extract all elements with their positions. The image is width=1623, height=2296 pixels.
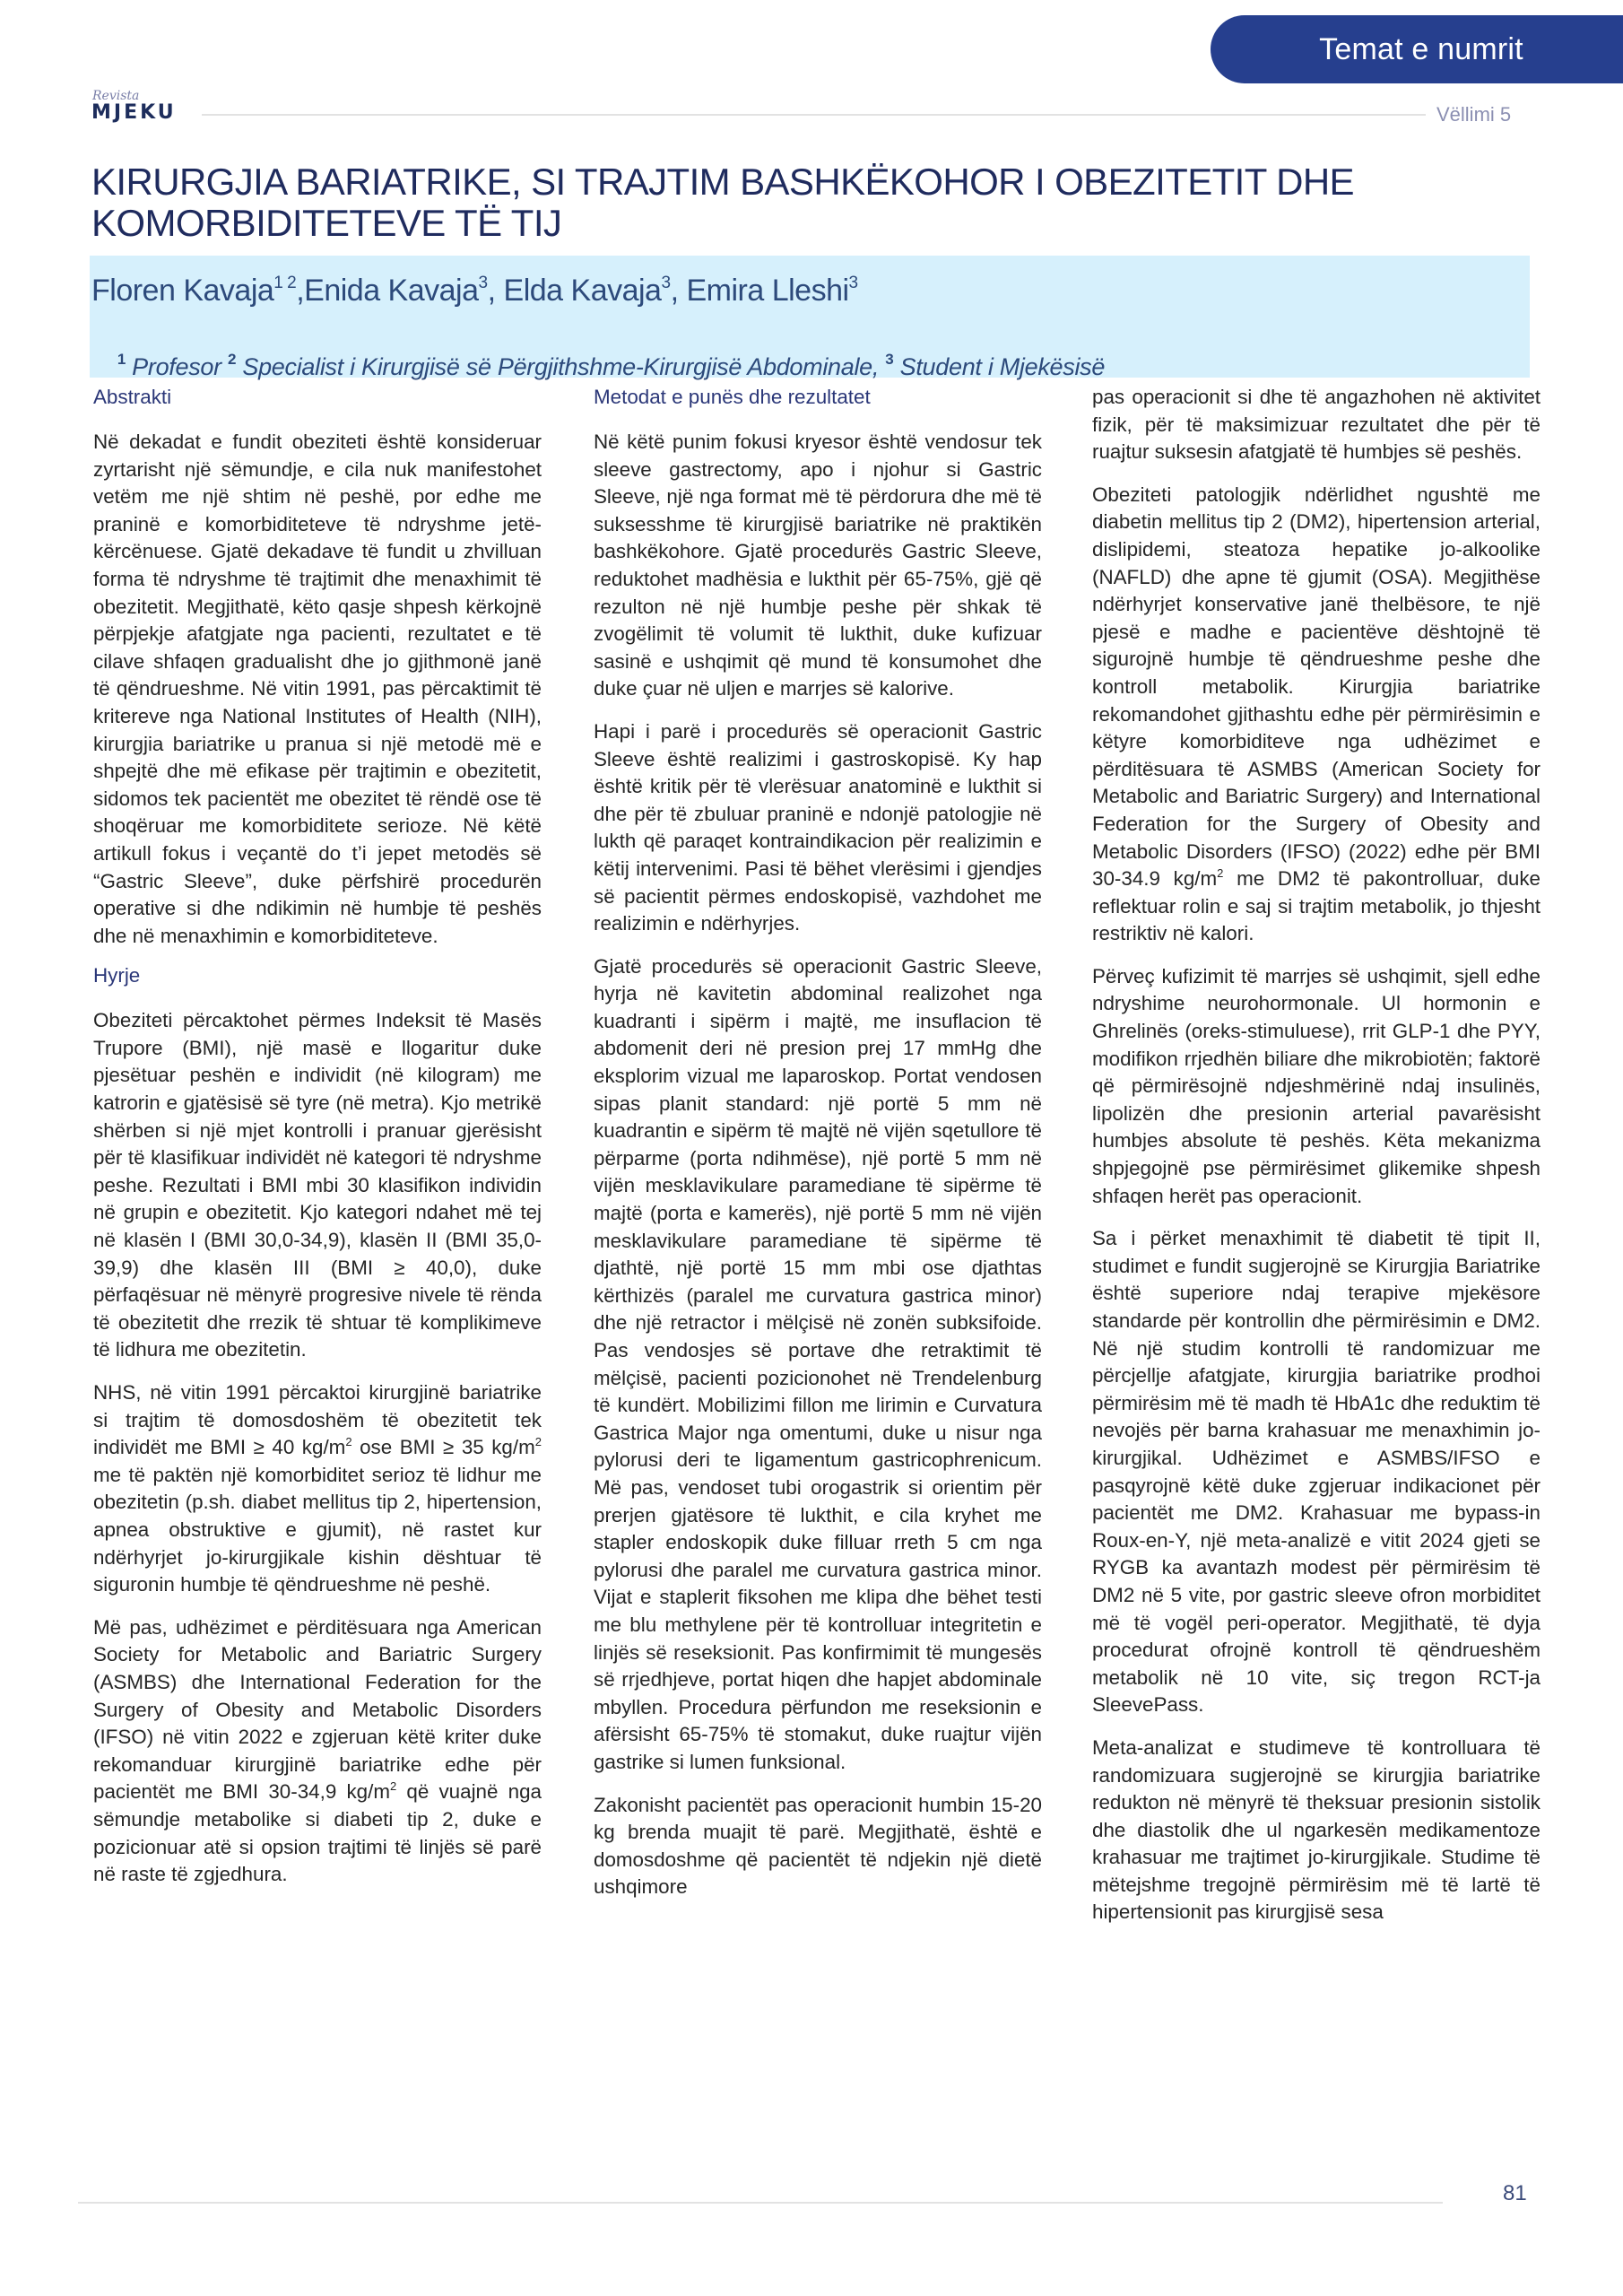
heading-methods: Metodat e punës dhe rezultatet <box>594 386 871 408</box>
author-name: Emira Lleshi <box>686 274 849 308</box>
affil-sup: 2 <box>228 351 237 368</box>
author-sep: , <box>670 274 687 308</box>
column-left <box>93 384 542 1904</box>
column-right <box>1092 384 1541 1942</box>
superscript: 2 <box>345 1435 352 1449</box>
superscript: 2 <box>1217 866 1224 881</box>
paragraph-intro-2 <box>93 1379 542 1599</box>
superscript: 2 <box>534 1435 542 1449</box>
text-run: me DM2 të pakontrolluar, duke reflektuar rolin e saj si trajtim metabolik, jo thjesht restriktiv në kalori. <box>1092 867 1541 945</box>
text-run: Më pas, udhëzimet e përditësuara nga American Society for Metabolic and Bariatric Surgery (ASMBS) dhe International Federation for the Surgery of Obesity and Metabolic Disorders (IFSO) në vitin 2022 e zgjeruan këtë kriter duke rekomanduar kirurgjinë bariatrike edhe për pacientët me BMI 30-34,9 kg/m <box>93 1615 542 1804</box>
title-line-2: KOMORBIDITETEVE TË TIJ <box>91 202 562 244</box>
paragraph-intro-3 <box>93 1614 542 1889</box>
affil-sup: 1 <box>117 351 126 368</box>
paragraph-methods-2: Hapi i parë i procedurës së operacionit Gastric Sleeve është realizimi i gastroskopisë. Ky hap është kritik për të vlerësuar anatominë e lukthit si dhe për të zbuluar praninë e ndonjë patologjie në lukth që paraqet kontraindikacion për realizimin e këtij intervenimi. Pasi të bëhet vlerësimi i gjendjes së pacientit përmes endoskopisë, vazhdohet me realizimin e ndërhyrjes. <box>594 719 1042 935</box>
heading-introduction: Hyrje <box>93 964 141 987</box>
author-sup: 3 <box>661 274 671 292</box>
paragraph-right-2 <box>1092 482 1541 948</box>
text-run: NHS, në vitin 1991 përcaktoi kirurgjinë bariatrike si trajtim të domosdoshëm të obezitetit tek individët me BMI ≥ 40 kg/m <box>93 1381 542 1459</box>
text-run: ose BMI ≥ 35 kg/m <box>352 1436 535 1459</box>
paragraph-methods-1: Në këtë punim fokusi kryesor është vendosur tek sleeve gastrectomy, apo i njohur si Gastric Sleeve, një nga format më të përdorura dhe më të suksesshme të kirurgjisë bariatrike në praktikën bashkëkohore. Gjatë procedurës Gastric Sleeve, reduktohet madhësia e lukthit për 65-75%, gjë që rezulton në një humbje peshe për shkak të zvogëlimit të volumit të lukthit, duke kufizuar sasinë e ushqimit që mund të konsumohet dhe duke çuar në uljen e marrjes së kalorive. <box>594 430 1042 700</box>
paragraph-methods-3: Gjatë procedurës së operacionit Gastric Sleeve, hyrja në kavitetin abdominal realizohet nga kuadranti i sipërm i majtë, me insuflacion të abdomenit deri në presion prej 17 mmHg dhe eksplorim vizual me laparoskop. Portat vendosen sipas planit standard: një portë 5 mm në kuadrantin e sipërm të majtë në vijën sqetullore të përparme (porta ndihmëse), një portë 5 mm në vijën mesklavikulare paramediane të sipërme të majtë (porta e kamerës), një portë 5 mm në vijën mesklavikulare paramediane të sipërme të djathtë, një portë 15 mm mbi ose djathtas kërthizës (paralel me curvatura gastrica minor) dhe një retractor i mëlçisë në zonën subksifoide. Pas vendosjes së portave dhe retraktimit të mëlçisë, pacienti pozicionohet në Trendelenburg të kundërt. Mobilizimi fillon me lirimin e Curvatura Gastrica Major nga omentumi, duke u nisur nga pylorusi deri te ligamentum gastricophrenicum. Më pas, vendoset tubi orogastrik si orientim për prerjen gjatësore të lukthit, e cila kryhet me stapler endoskopik duke filluar rreth 5 cm nga pylorusi dhe paralel me curvatura gastrica minor. Vijat e staplerit fiksohen me klipa dhe bëhet testi me blu methylene për të kontrolluar integritetin e linjës së reseksionit. Pas konfirmimit të mungesës së rrjedhjeve, portat hiqen dhe hapjet abdominale mbyllen. Procedura përfundon me reseksionin e afërsisht 65-75% të stomakut, duke ruajtur vijën gastrike si lumen funksional. <box>594 954 1042 1773</box>
affil-text: Specialist i Kirurgjisë së Përgjithshme-Kirurgjisë Abdominale, <box>236 353 886 380</box>
author-list <box>91 274 858 309</box>
text-run: me të paktën një komorbiditet serioz të lidhur me obezitetin (p.sh. diabet mellitus tip 2, hipertension, apnea obstruktive e gjumit), në rastet kur ndërhyrjet jo-kirurgjikale kishin dështuar të siguronin humbje të qëndrueshme në peshë. <box>93 1463 542 1596</box>
paragraph-abstract: Në dekadat e fundit obeziteti është konsideruar zyrtarisht një sëmundje, e cila nuk manifestohet vetëm me një shtim në peshë, por edhe me praninë e komorbiditeteve të ndryshme jetë-kërcënuese. Gjatë dekadave të fundit u zhvilluan forma të ndryshme të trajtimit dhe menaxhimit të obezitetit. Megjithatë, këto qasje shpesh kërkojnë përpjekje afatgjate nga pacienti, rezultatet e të cilave shfaqen gradualisht dhe jo gjithmonë janë të qëndrueshme. Në vitin 1991, pas përcaktimit të kritereve nga National Institutes of Health (NIH), kirurgjia bariatrike u pranua si një metodë më e shpejtë dhe më efikase për trajtimin e obezitetit, sidomos tek pacientët me obezitet të rëndë ose të shoqëruar me komorbiditete serioze. Në këtë artikull fokus i veçantë do t’i jepet metodës së “Gastric Sleeve”, duke përfshirë procedurën operative si dhe ndikimin në humbje të peshës dhe në menaxhimin e komorbiditeteve. <box>93 430 542 947</box>
heading-abstract: Abstrakti <box>93 386 172 408</box>
column-middle <box>594 384 1042 1917</box>
author-name: Elda Kavaja <box>503 274 662 308</box>
text-run: që vuajnë nga sëmundje metabolike si diabeti tip 2, duke e pozicionuar atë si opsion trajtimi të linjës së parë në raste të zgjedhura. <box>93 1780 542 1886</box>
paragraph-right-1: pas operacionit si dhe të angazhohen në aktivitet fizik, për të maksimizuar rezultatet dhe për të ruajtur suksesin afatgjatë të humbjes së peshës. <box>1092 386 1541 464</box>
section-tab-label: Temat e numrit <box>1319 31 1523 66</box>
header-divider <box>202 114 1426 116</box>
paragraph-right-3: Përveç kufizimit të marrjes së ushqimit, sjell edhe ndryshime neurohormonale. Ul hormonin e Ghrelinës (oreks-stimuluese), rrit GLP-1 dhe PYY, modifikon rrjedhën biliare dhe mikrobiotën; faktorë që përmirësojnë ndjeshmërinë ndaj insulinës, lipolizën dhe presionin arterial pavarësisht humbjes absolute të peshës. Këta mekanizma shpjegojnë pse përmirësimet glikemike shpesh shfaqen herët pas operacionit. <box>1092 964 1541 1207</box>
authors-box <box>90 256 1530 378</box>
affil-sup: 3 <box>885 351 894 368</box>
title-line-1: KIRURGJIA BARIATRIKE, SI TRAJTIM BASHKËKOHOR I OBEZITETIT DHE <box>91 161 1354 203</box>
author-sup: 3 <box>478 274 488 292</box>
footer-divider <box>78 2202 1443 2204</box>
paragraph-right-5: Meta-analizat e studimeve të kontrolluara të randomizuara sugjerojnë se kirurgjia bariatrike redukton në mënyrë të theksuar presionin sistolik dhe diastolik dhe ul ngarkesën medikamentoze krahasuar me trajtimet jo-kirurgjikale. Studime të mëtejshme tregojnë përmirësim më të lartë të hipertensionit pas kirurgjisë sesa <box>1092 1735 1541 1924</box>
page-number: 81 <box>1503 2181 1527 2205</box>
affil-text: Student i Mjekësisë <box>893 353 1106 380</box>
journal-logo <box>91 90 177 123</box>
paragraph-methods-4: Zakonisht pacientët pas operacionit humbin 15-20 kg brenda muajit të parë. Megjithatë, është e domosdoshme që pacientët të ndjekin një dietë ushqimore <box>594 1793 1042 1899</box>
superscript: 2 <box>389 1779 397 1794</box>
author-sup: 1 2 <box>273 274 297 292</box>
author-name: Enida Kavaja <box>304 274 479 308</box>
section-tab[interactable] <box>1211 15 1623 83</box>
logo-mjeku-text: MJEKU <box>91 101 177 124</box>
author-sup: 3 <box>848 274 858 292</box>
author-sep: , <box>487 274 504 308</box>
author-sep: , <box>296 274 305 308</box>
paragraph-right-4: Sa i përket menaxhimit të diabetit të tipit II, studimet e fundit sugjerojnë se Kirurgjia Bariatrike është superiore ndaj terapive mjekësore standarde për kontrollin dhe përmirësimin e DM2. Në një studim kontrolli të randomizuar me përcjellje afatgjate, kirurgjia bariatrike prodhoi përmirësim më të madh të HbA1c dhe reduktim të nevojës për barna krahasuar me menaxhimin jo-kirurgjikal. Udhëzimet e ASMBS/IFSO e pasqyrojnë këtë duke zgjeruar indikacionet për pacientët me DM2. Krahasuar me bypass-in Roux-en-Y, një meta-analizë e vitit 2024 gjeti se RYGB ka avantazh modest për përmirësim të DM2 në 5 vite, por gastric sleeve ofron morbiditet më të vogël peri-operator. Megjithatë, të dyja procedurat ofrojnë kontroll të qëndrueshëm metabolik në 10 vite, siç tregon RCT-ja SleevePass. <box>1092 1227 1541 1717</box>
affil-text: Profesor <box>125 353 229 380</box>
logo-revista-text: Revista <box>92 89 140 103</box>
text-run: Obeziteti patologjik ndërlidhet ngushtë me diabetin mellitus tip 2 (DM2), hipertension arterial, dislipidemi, steatoza hepatike jo-alkoolike (NAFLD) dhe apne të gjumit (OSA). Megjithëse ndërhyrjet konservative janë thelbësore, te një pjesë e madhe e pacientëve dështojnë të sigurojnë humbje të qëndrueshme peshe dhe kontroll metabolik. Kirurgjia bariatrike rekomandohet gjithashtu edhe për përmirësimin e këtyre komorbiditeve nga udhëzimet e përditësuara të ASMBS (American Society for Metabolic and Bariatric Surgery) and International Federation for the Surgery of Obesity and Metabolic Disorders (IFSO) (2022) edhe për BMI 30-34.9 kg/m <box>1092 483 1541 891</box>
paragraph-intro-1: Obeziteti përcaktohet përmes Indeksit të Masës Trupore (BMI), një masë e llogaritur duke pjesëtuar peshën e individit (në kilogram) me katrorin e gjatësisë së tyre (në metra). Kjo metrikë shërben si një mjet kontrolli i pranuar gjerësisht për të klasifikuar individët në kategori të ndryshme peshe. Rezultati i BMI mbi 30 klasifikon individin në grupin e obezitetit. Kjo kategori ndahet më tej në klasën I (BMI 30,0-34,9), klasën II (BMI 35,0-39,9) dhe klasën III (BMI ≥ 40,0), duke përfaqësuar në mënyrë progresive nivele të rënda të obezitetit dhe rrezik të shtuar të komplikimeve të lidhura me obezitetin. <box>93 1009 542 1361</box>
volume-label: Vëllimi 5 <box>1436 103 1512 126</box>
article-title <box>91 161 1436 244</box>
author-name: Floren Kavaja <box>91 274 274 308</box>
